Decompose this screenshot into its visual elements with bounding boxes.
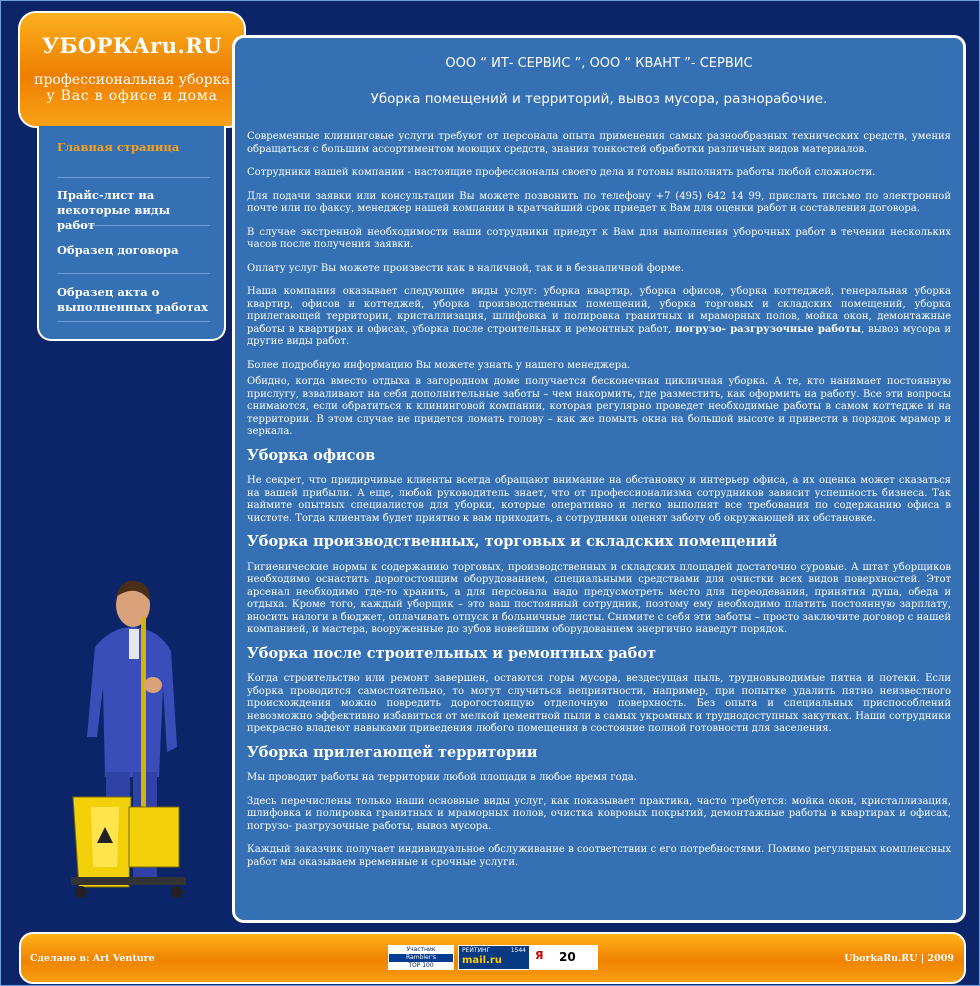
heading-territory: Уборка прилегающей территории xyxy=(247,743,538,761)
paragraph: Каждый заказчик получает индивидуальное обслуживание в соответствии с его потребностями. Помимо регулярных комплексных работ мы оказываем временные и срочные услуги. xyxy=(247,844,951,868)
services-bold: погрузо- разгрузочные работы xyxy=(675,323,861,335)
footer xyxy=(19,932,966,984)
logo-subtitle-line1: профессиональная уборка xyxy=(34,72,230,88)
paragraph: Современные клининговые услуги требуют от персонала опыта применения самых разнообразных технических средств, умения обращаться с большим ассортиментом моющих средств, знания тонкостей обработки различных видов материалов. xyxy=(247,131,951,155)
paragraph: Оплату услуг Вы можете произвести как в наличной, так и в безналичной форме. xyxy=(247,262,684,274)
paragraph: Мы проводит работы на территории любой площади в любое время года. xyxy=(247,772,637,783)
counter-number: 1544 xyxy=(510,947,526,954)
services-tagline: Уборка помещений и территорий, вывоз мусора, разнорабочие. xyxy=(370,91,828,107)
main-content-panel xyxy=(232,35,966,923)
logo-title: УБОРКАru.RU xyxy=(41,33,223,58)
paragraph: Сотрудники нашей компании - настоящие профессионалы своего дела и готовы выполнять работы любой сложности. xyxy=(247,167,876,178)
counter-text: Rambler's xyxy=(389,954,453,962)
paragraph-contact: Для подачи заявки или консультации Вы можете позвонить по телефону +7 (495) 642 14 99, прислать письмо по электронной почте или по факсу, менеджер нашей компании в кратчайший срок приедет к Вам для оценки работ и составления договора. xyxy=(247,190,951,214)
logo-subtitle-line2: у Вас в офисе и дома xyxy=(46,88,218,104)
sidebar-nav xyxy=(37,126,226,341)
heading-construction: Уборка после строительных и ремонтных работ xyxy=(247,644,657,662)
paragraph: Когда строительство или ремонт завершен, остаются горы мусора, вездесущая пыль, трудновыводимые пятна и потеки. Если уборка проводится самостоятельно, то могут случиться неприятности, например, при попытке удалить пятно неизвестного происхождения можно повредить дорогостоящую отделочную поверхность. Без опыта и специальных приспособлений невозможно эффективно избавиться от мелкой цементной пыли в самых укромных и труднодоступных закутках. Наши сотрудники прекрасно владеют навыками приведения любого помещения в состояние полной готовности для заселения. xyxy=(247,673,951,734)
yandex-logo-icon: Я xyxy=(535,949,544,962)
companies-heading: ООО “ ИТ- СЕРВИС ”, ООО “ КВАНТ ”- СЕРВИС xyxy=(445,56,753,71)
rambler-top100-counter[interactable] xyxy=(388,945,454,970)
counter-text: РЕЙТИНГ xyxy=(462,947,491,954)
yandex-counter[interactable] xyxy=(530,945,598,970)
paragraph: В случае экстренной необходимости наши сотрудники приедут к Вам для выполнения уборочных работ в течении нескольких часов после получения заявки. xyxy=(247,226,951,250)
services-text-end: , вывоз мусора и другие виды работ. xyxy=(247,323,951,347)
heading-offices: Уборка офисов xyxy=(247,446,376,464)
paragraph: Более подробную информацию Вы можете узнать у нашего менеджера. xyxy=(247,359,631,371)
nav-item-contract-sample[interactable]: Образец договора xyxy=(57,226,210,274)
counter-number: 20 xyxy=(559,950,576,964)
nav-item-price-list[interactable]: Прайс-лист на некоторые виды работ xyxy=(57,178,210,226)
paragraph: Не секрет, что придирчивые клиенты всегда обращают внимание на обстановку и интерьер офиса, а их оценка может сказаться на вашей прибыли. А еще, любой руководитель знает, что от профессионализма сотрудников зависит успешность бизнеса. Так наймите опытных специалистов для уборки, которые оперативно и легко выполнят все требования по содержанию офиса в чистоте. Тогда клиентам будет приятно к вам приходить, а сотрудники оценят заботу об окружающей их обстановке. xyxy=(247,475,951,524)
counter-text: TOP 100 xyxy=(408,962,434,969)
site-logo[interactable] xyxy=(18,11,246,128)
heading-industrial: Уборка производственных, торговых и складских помещений xyxy=(247,533,778,550)
footer-copyright: UborkaRu.RU | 2009 xyxy=(844,953,954,964)
paragraph: Обидно, когда вместо отдыха в загородном доме получается бесконечная цикличная уборка. А те, кто нанимает постоянную прислугу, взваливают на себя дополнительные заботы – чем накормить, где разместить, как оформить на работу. Все эти вопросы снимаются, если обратиться к клининговой компании, которая регулярно проведет необходимые работы в самом коттедже и на территории. В этом случае не придется ломать голову – как же помыть окна на большой высоте и привести в порядок мрамор и зеркала. xyxy=(247,376,951,437)
paragraph: Здесь перечислены только наши основные виды услуг, как показывает практика, часто требуется: мойка окон, кристаллизация, шлифовка и полировка гранитных и мраморных полов, очистка ковровых покрытий, демонтажные работы в квартирах и офисах, погрузо- разгрузочные работы, вывоз мусора. xyxy=(247,795,951,832)
footer-made-by[interactable]: Сделано в: Art Venture xyxy=(30,953,155,964)
nav-item-home[interactable]: Главная страница xyxy=(57,140,210,178)
article xyxy=(247,131,951,869)
janitor-with-mop-bucket-image xyxy=(71,577,191,905)
paragraph-services xyxy=(247,286,951,349)
paragraph: Гигиенические нормы к содержанию торговых, производственных и складских площадей достаточно суровые. А штат уборщиков необходимо оснастить дорогостоящим оборудованием, специальными средствами для очистки всех видов поверхностей. Этот арсенал необходимо где-то хранить, а для персонала надо предусмотреть место для переодевания, принятия душа, обеда и отдыха. Кроме того, каждый уборщик – это ваш постоянный сотрудник, поэтому ему необходимо платить постоянную зарплату, вносить налоги в бюджет, оплачивать отпуск и больничные листы. Снимите с себя эти заботы – просто заключите договор с нашей компанией, и мастера, вооруженные до зубов новейшим оборудованием энергично наведут порядок. xyxy=(247,561,951,635)
nav-item-act-sample[interactable]: Образец акта о выполненных работах xyxy=(57,274,210,322)
counter-text: Участник xyxy=(406,946,436,953)
logo-subtitle xyxy=(20,72,244,104)
services-text: Наша компания оказывает следующие виды услуг: уборка квартир, уборка офисов, уборка коттеджей, генеральная уборка квартир, офисов и коттеджей, уборка производственных помещений, уборка торговых и складских помещений, уборка прилегающей территории, кристаллизация, шлифовка и полировка гранитных и мраморных полов, мойка окон, демонтажные работы в квартирах и офисах, уборка после строительных и ремонтных работ, xyxy=(247,286,951,335)
mailru-logo: mail.ru xyxy=(462,955,502,966)
mailru-rating-counter[interactable] xyxy=(458,945,530,970)
